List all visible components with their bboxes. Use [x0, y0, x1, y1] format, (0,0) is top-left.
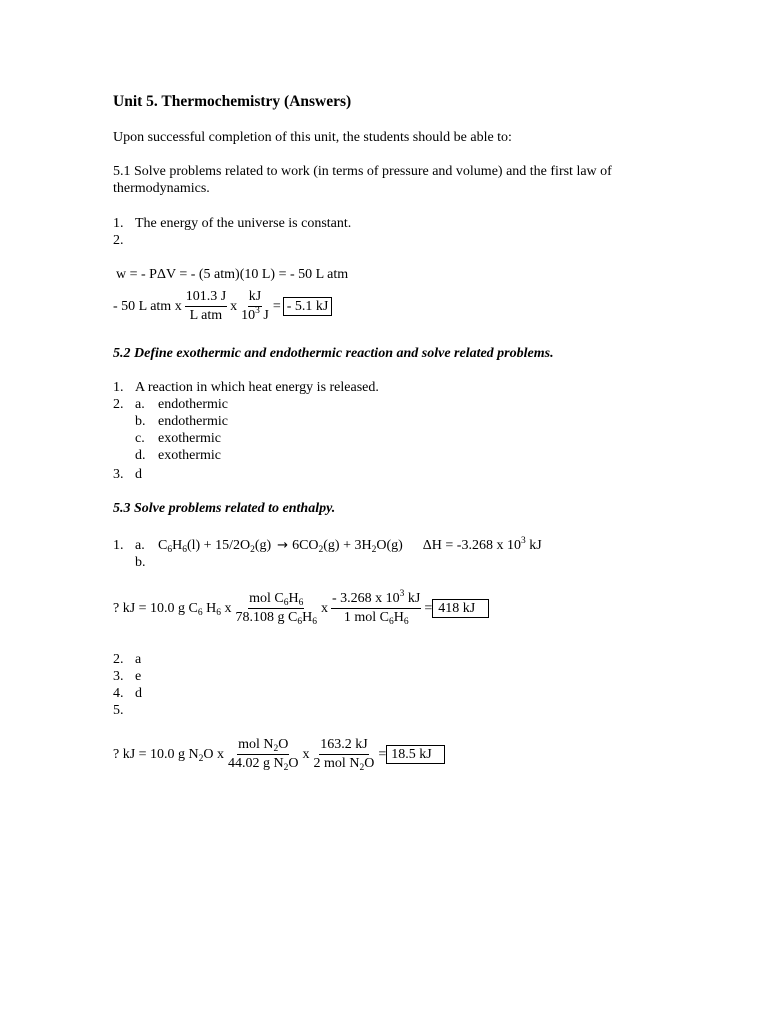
- s52-q2: [113, 396, 413, 464]
- s53-more-answers: [113, 651, 313, 719]
- fraction-numerator: - 3.268 x $10^3$ kJ: [331, 591, 421, 609]
- fraction-denominator: L atm: [189, 308, 223, 323]
- s53-q1-part-b: [135, 554, 673, 571]
- calc2-lead: ? kJ = 10.0 g $N_2O$ x: [113, 747, 225, 764]
- s53-q1-part-a: [135, 537, 673, 554]
- times-sign: x: [321, 601, 328, 616]
- boxed-answer: - 5.1 kJ: [283, 297, 333, 316]
- s52-q3-number: 3.: [113, 467, 124, 482]
- fraction-numerator: mol $N_2O$: [238, 737, 289, 754]
- list-item: b. endothermic: [135, 414, 228, 429]
- fraction-denominator: 2 mol $N_2O$: [313, 756, 375, 773]
- fraction-numerator: 163.2 kJ: [319, 737, 368, 755]
- s52-q1-number: 1.: [113, 380, 124, 395]
- den-exponent: 3: [255, 306, 260, 316]
- list-item: a. endothermic: [135, 397, 228, 412]
- fraction-denominator: [240, 307, 270, 324]
- fraction-denominator: 78.108 g $C_6H_6$: [235, 610, 317, 627]
- s52-q1-answer: A reaction in which heat energy is released.: [135, 380, 379, 395]
- calc1-lead: ? kJ = 10.0 g $C_6$ $H_6$ x: [113, 601, 232, 618]
- den-base: 10: [241, 308, 256, 323]
- section-5-2-heading: 5.2 Define exothermic and endothermic reaction and solve related problems.: [113, 346, 554, 361]
- fraction-mol-per-gram: [227, 737, 300, 772]
- intro-text: Upon successful completion of this unit, the students should be able to:: [113, 130, 512, 145]
- reaction-reactants: $C_6H_6(l) + 15/2O_2(g)$: [158, 538, 272, 555]
- part-letter: b.: [135, 555, 146, 570]
- s51-q2-number: 2.: [113, 233, 124, 248]
- enthalpy-change: ΔH = -3.268 x $10^3$ kJ: [422, 536, 542, 553]
- reaction-arrow-icon: →: [277, 538, 289, 553]
- list-item: d. exothermic: [135, 448, 221, 463]
- s53-q1: [113, 537, 673, 571]
- den-unit: J: [263, 308, 269, 323]
- times-sign: x: [230, 299, 238, 314]
- times-sign: x: [302, 747, 310, 762]
- nitrous-oxide-calculation: [113, 737, 445, 772]
- s52-q1: [113, 379, 513, 396]
- work-equation: w = - PΔV = - (5 atm)(10 L) = - 50 L atm: [116, 267, 349, 282]
- list-item: 4. d: [113, 686, 142, 701]
- benzene-calculation: [113, 591, 489, 626]
- boxed-answer: 18.5 kJ: [386, 745, 444, 764]
- fraction-kj-per-mol: [331, 591, 421, 626]
- s52-q2-number: 2.: [113, 397, 124, 412]
- s52-q2-list: [135, 396, 413, 464]
- fraction-denominator: 44.02 g $N_2O$: [228, 756, 299, 773]
- s51-q1-answer: The energy of the universe is constant.: [135, 216, 352, 231]
- s51-q1: [113, 215, 513, 232]
- objective-5-1: 5.1 Solve problems related to work (in terms of pressure and volume) and the first law of thermodynamics.: [113, 164, 612, 196]
- s53-q1-number: 1.: [113, 538, 124, 553]
- page-title: Unit 5. Thermochemistry (Answers): [113, 93, 352, 110]
- fraction-numerator: 101.3 J: [185, 289, 227, 307]
- list-item: c. exothermic: [135, 431, 221, 446]
- equals-sign: =: [424, 601, 433, 616]
- reaction-products: $6CO_2(g) + 3H_2O(g)$: [292, 538, 403, 555]
- conv-lead: - 50 L atm x: [113, 299, 182, 314]
- fraction-denominator: 1 mol $C_6H_6$: [343, 610, 409, 627]
- boxed-answer: 418 kJ: [432, 599, 489, 618]
- s52-q3: [113, 466, 313, 483]
- fraction-kj-per-j: [240, 289, 270, 324]
- section-5-3-heading: 5.3 Solve problems related to enthalpy.: [113, 501, 336, 516]
- part-letter: a.: [135, 538, 145, 553]
- s52-q3-answer: d: [135, 467, 142, 482]
- fraction-numerator: kJ: [248, 289, 262, 307]
- list-item: 5.: [113, 703, 124, 718]
- list-item: 2. a: [113, 652, 142, 667]
- equals-sign: =: [378, 747, 387, 762]
- fraction-mol-per-gram: [235, 591, 318, 626]
- s51-q1-number: 1.: [113, 216, 124, 231]
- equals-sign: =: [272, 299, 281, 314]
- list-item: 3. e: [113, 669, 142, 684]
- fraction-j-per-latm: [185, 289, 227, 324]
- work-conversion: [113, 289, 332, 324]
- fraction-kj-per-mol: [313, 737, 376, 772]
- fraction-numerator: mol $C_6H_6$: [249, 591, 304, 608]
